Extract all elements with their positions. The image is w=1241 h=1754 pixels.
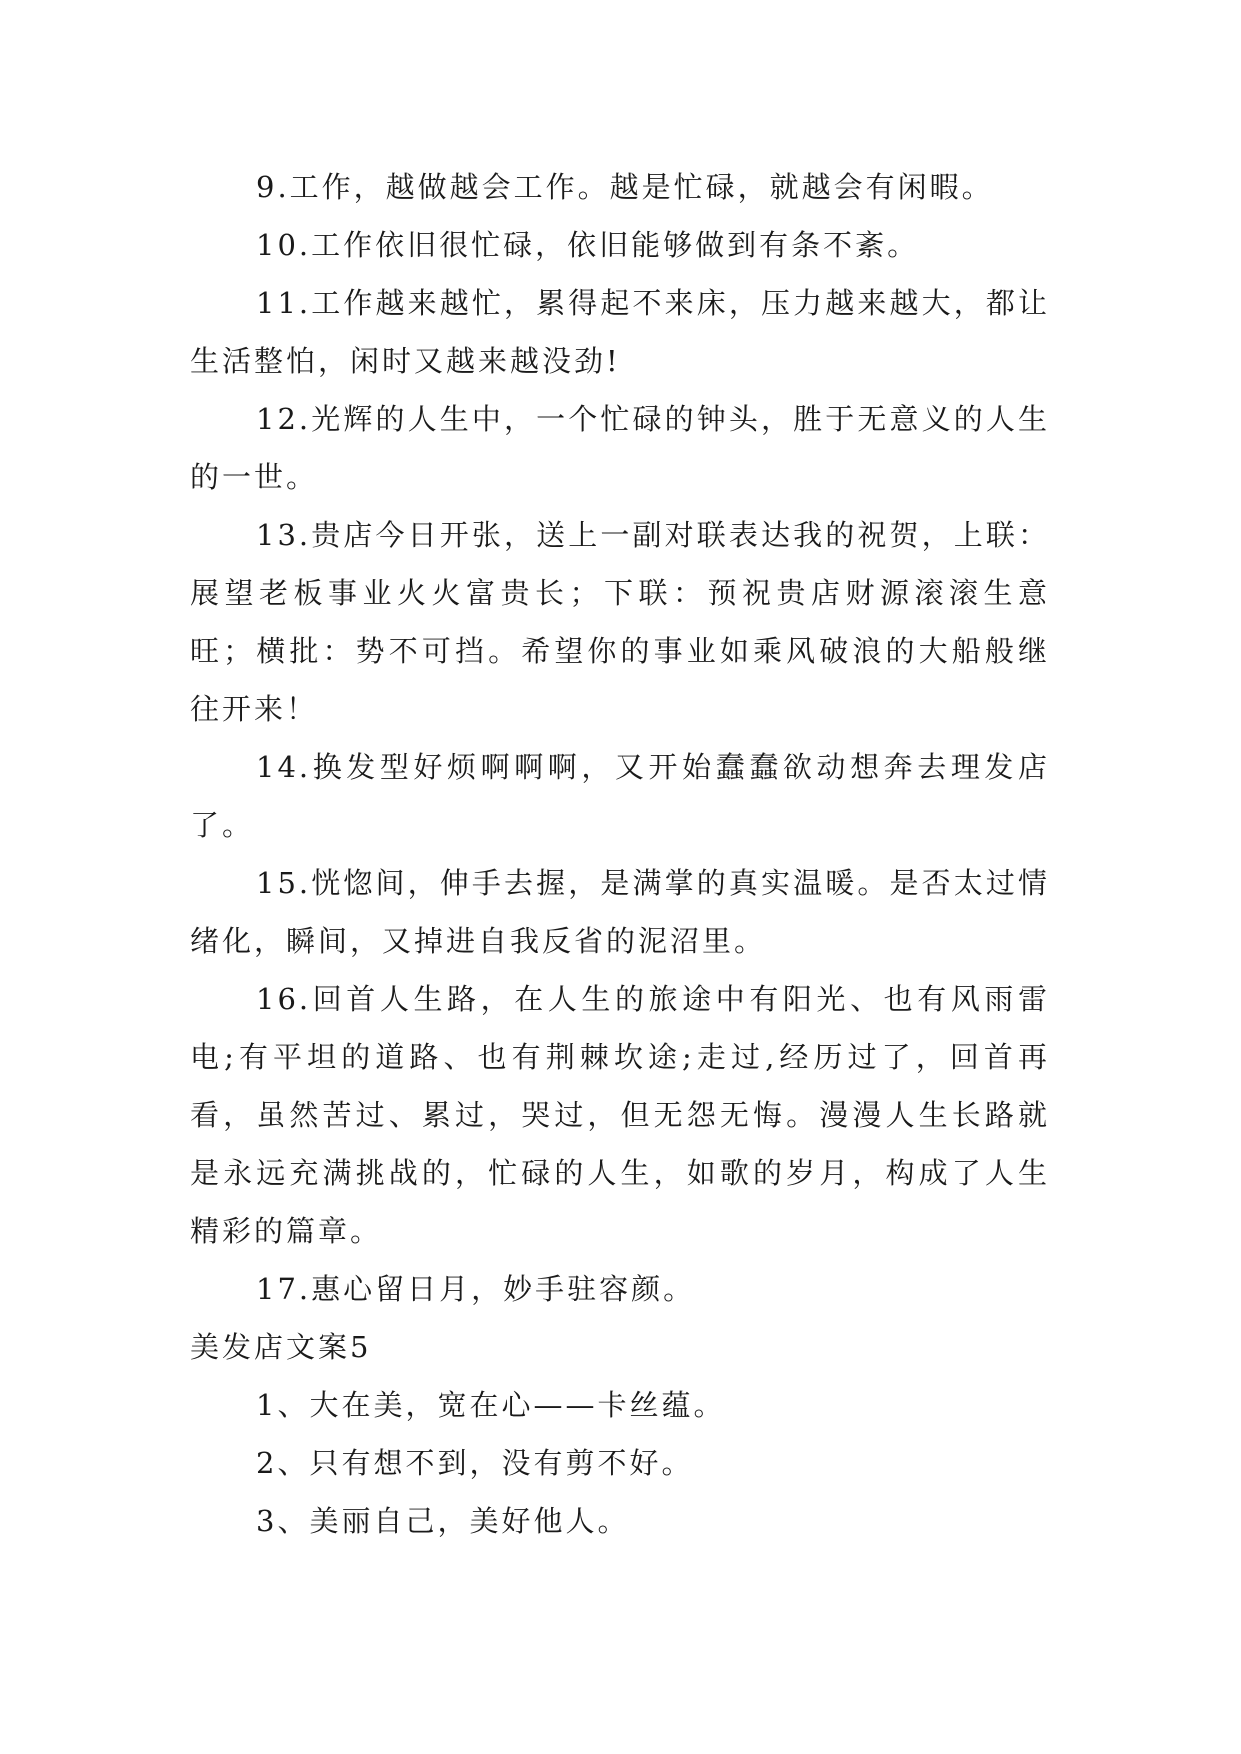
paragraph-10: 10.工作依旧很忙碌，依旧能够做到有条不紊。: [256, 228, 920, 262]
section-heading: 美发店文案5: [190, 1330, 372, 1364]
paragraph-17: 17.惠心留日月，妙手驻容颜。: [256, 1272, 696, 1306]
paragraph-13: 13.贵店今日开张，送上一副对联表达我的祝贺，上联：展望老板事业火火富贵长；下联：预祝贵店财源滚滚生意旺；横批：势不可挡。希望你的事业如乘风破浪的大船般继往开来！: [190, 518, 1050, 726]
paragraph-11: 11.工作越来越忙，累得起不来床，压力越来越大，都让生活整怕，闲时又越来越没劲!: [190, 286, 1050, 378]
paragraph-16: 16.回首人生路，在人生的旅途中有阳光、也有风雨雷电;有平坦的道路、也有荆棘坎途;走过,经历过了，回首再看，虽然苦过、累过，哭过，但无怨无悔。漫漫人生长路就是永远充满挑战的，忙碌的人生，如歌的岁月，构成了人生精彩的篇章。: [190, 982, 1050, 1248]
paragraph-12: 12.光辉的人生中，一个忙碌的钟头，胜于无意义的人生的一世。: [190, 402, 1050, 494]
list-item-2: 2、只有想不到，没有剪不好。: [256, 1446, 694, 1480]
list-item-3: 3、美丽自己，美好他人。: [256, 1504, 630, 1538]
document-page: [190, 158, 1050, 1550]
paragraph-14: 14.换发型好烦啊啊啊，又开始蠢蠢欲动想奔去理发店了。: [190, 750, 1050, 842]
list-item-1: 1、大在美，宽在心——卡丝蕴。: [256, 1388, 726, 1422]
paragraph-15: 15.恍惚间，伸手去握，是满掌的真实温暖。是否太过情绪化，瞬间，又掉进自我反省的泥沼里。: [190, 866, 1050, 958]
paragraph-9: 9.工作，越做越会工作。越是忙碌，就越会有闲暇。: [256, 170, 994, 204]
